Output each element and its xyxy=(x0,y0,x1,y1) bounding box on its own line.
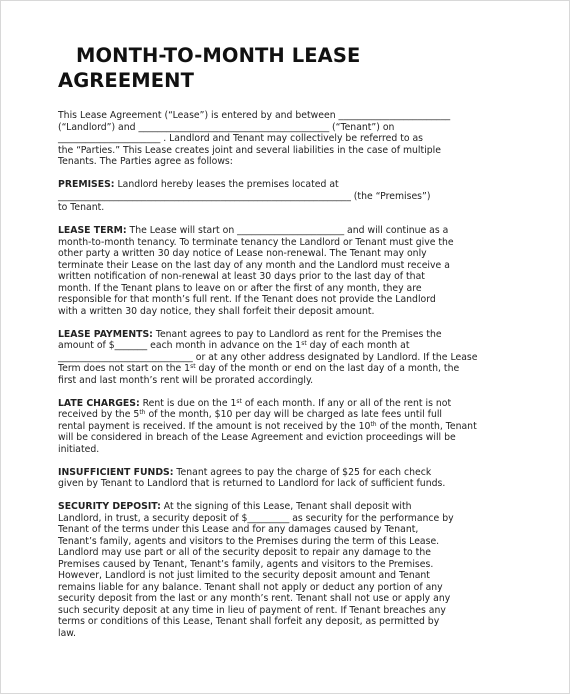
lease-term-line: written notification of non-renewal at least 30 days prior to the last day of that xyxy=(58,271,425,282)
security-deposit-line: Landlord, in trust, a security deposit of $_________ as security for the performance by xyxy=(58,512,454,524)
lease-term-line: responsible for that month’s full rent. If the Tenant does not provide the Landlord xyxy=(58,294,436,305)
late-charges-line: will be considered in breach of the Lease Agreement and eviction proceedings will be xyxy=(58,432,456,443)
premises-heading: PREMISES: xyxy=(58,179,115,190)
lease-term-heading: LEASE TERM: xyxy=(58,225,127,236)
security-deposit-line: Tenant of the terms under this Lease and for any damages caused by Tenant, xyxy=(58,524,419,535)
lease-term-section xyxy=(58,225,526,317)
lease-payments-section xyxy=(58,329,526,387)
security-deposit-line: However, Landlord is not just limited to the security deposit amount and Tenant xyxy=(58,570,430,581)
lease-term-line: month-to-month tenancy. To terminate tenancy the Landlord or Tenant must give the xyxy=(58,236,454,248)
lease-payments-line: first and last month’s rent will be prorated accordingly. xyxy=(58,374,314,386)
security-deposit-line: Landlord may use part or all of the security deposit to repair any damage to the xyxy=(58,547,431,558)
security-deposit-line: Tenant’s family, agents and visitors to the Premises during the term of this Lease. xyxy=(58,535,440,547)
security-deposit-heading: SECURITY DEPOSIT: xyxy=(58,501,161,512)
premises-line: to Tenant. xyxy=(58,202,105,213)
late-charges-line: rental payment is received. If the amount is not received by the 10th of the month, Tenant xyxy=(58,420,477,432)
late-charges-heading: LATE CHARGES: xyxy=(58,397,140,409)
lease-payments-heading: LEASE PAYMENTS: xyxy=(58,328,153,340)
insufficient-funds-line: given by Tenant to Landlord that is returned to Landlord for lack of sufficient funds. xyxy=(58,478,446,489)
late-charges-line: initiated. xyxy=(58,443,100,455)
insufficient-funds-heading: INSUFFICIENT FUNDS: xyxy=(58,466,174,478)
lease-term-line: The Lease will start on _______________________ and will continue as a xyxy=(126,225,449,236)
intro-paragraph xyxy=(58,110,526,168)
premises-line: Landlord hereby leases the premises located at xyxy=(114,179,339,190)
title-line-2: AGREEMENT xyxy=(58,69,195,92)
document-body xyxy=(58,110,526,651)
security-deposit-line: At the signing of this Lease, Tenant shall deposit with xyxy=(160,501,412,512)
lease-payments-line: Tenant agrees to pay to Landlord as rent for the Premises the xyxy=(152,328,442,340)
security-deposit-line: terms or conditions of this Lease, Tenant shall forfeit any deposit, as permitted by xyxy=(58,616,440,627)
security-deposit-line: Premises caused by Tenant, Tenant’s family, agents and visitors to the Premises. xyxy=(58,558,434,570)
premises-line: _______________________________________________________________ (the “Premises”) xyxy=(58,190,431,202)
security-deposit-line: security deposit from the last or any month’s rent. Tenant shall not use or apply any xyxy=(58,593,451,604)
insufficient-funds-section xyxy=(58,467,526,490)
intro-line: ______________________ . Landlord and Tenant may collectively be referred to as xyxy=(58,133,424,144)
intro-line: This Lease Agreement (“Lease”) is entered by and between ________________________ xyxy=(58,110,451,121)
premises-section xyxy=(58,179,526,214)
security-deposit-section xyxy=(58,501,526,639)
late-charges-section: LATE CHARGES: Rent is due on the 1st of each month. If any or all of the rent is not received by the 5th of the month, $10 per day will be charged as late fees until full rental payment is received. If the amount is not received by the 10th of the month, Tenant will be considered in breach of the Lease Agreement and eviction proceedings will be initiated. xyxy=(58,398,526,456)
security-deposit-line: law. xyxy=(58,627,76,639)
lease-term-line: terminate their Lease on the last day of any month and the Landlord must receive a xyxy=(58,259,450,271)
intro-line: (“Landlord”) and _________________________________________ (“Tenant”) on xyxy=(58,121,395,133)
intro-line: the “Parties.” This Lease creates joint and several liabilities in the case of multiple xyxy=(58,144,441,156)
late-charges-line: received by the 5th of the month, $10 per day will be charged as late fees until full xyxy=(58,409,443,420)
lease-payments-line: amount of $_______ each month in advance on the 1st day of each month at xyxy=(58,340,410,351)
security-deposit-line: remains liable for any balance. Tenant shall not apply or deduct any portion of any xyxy=(58,581,443,593)
lease-term-line: month. If the Tenant plans to leave on or after the first of any month, they are xyxy=(58,282,422,294)
document-title xyxy=(58,43,360,93)
title-line-1: MONTH-TO-MONTH LEASE xyxy=(76,44,361,67)
lease-payments-line: Term does not start on the 1st day of the month or end on the last day of a month, the xyxy=(58,363,460,374)
insufficient-funds-line: Tenant agrees to pay the charge of $25 for each check xyxy=(173,466,432,478)
intro-line: Tenants. The Parties agree as follows: xyxy=(58,156,233,167)
security-deposit-line: such security deposit at any time in lieu of payment of rent. If Tenant breaches any xyxy=(58,604,446,616)
lease-payments-line: _____________________________ or at any other address designated by Landlord. If the Lease xyxy=(58,351,478,363)
lease-term-line: other party a written 30 day notice of Lease non-renewal. The Tenant may only xyxy=(58,248,427,259)
lease-term-line: with a written 30 day notice, they shall forfeit their deposit amount. xyxy=(58,305,375,317)
